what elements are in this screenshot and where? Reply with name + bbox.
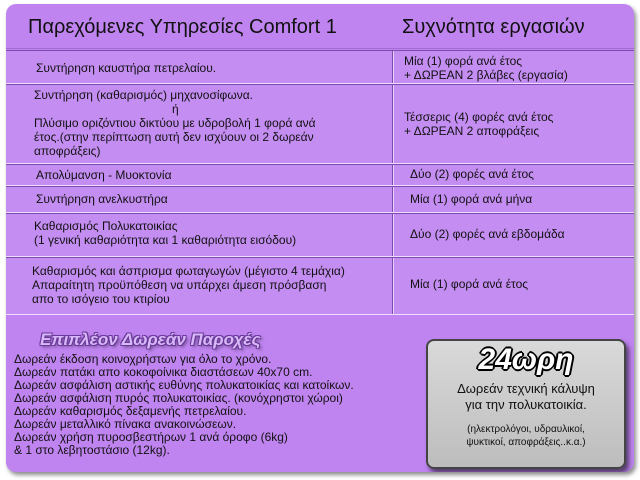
list-item: Δωρεάν ασφάλιση πυρός πολυκατοικίας. (κονόχρηστοι χώροι) xyxy=(14,391,343,405)
frequency-cell: Μία (1) φορά ανά έτος xyxy=(410,277,529,291)
badge-note-line: ψυκτικοί, αποφράξεις..κ.α.) xyxy=(466,437,586,448)
column-divider xyxy=(392,165,394,185)
services-column-title: Παρεχόμενες Υπηρεσίες Comfort 1 xyxy=(28,16,337,38)
support-badge xyxy=(426,339,626,469)
frequency-cell: Δύο (2) φορές ανά έτος xyxy=(410,167,534,181)
column-divider xyxy=(392,51,394,83)
badge-headline: 24ωρη xyxy=(478,343,574,376)
badge-text-line: για την πολυκατοικία. xyxy=(465,397,587,412)
table-row xyxy=(6,84,634,164)
column-divider xyxy=(392,258,394,314)
table-row xyxy=(6,213,634,257)
service-cell: Καθαρισμός Πολυκατοικίας (1 γενική καθαριότητα και 1 καθαριότητα εισόδου) xyxy=(34,219,297,247)
table-row xyxy=(6,257,634,315)
badge-note-line: (ηλεκτρολόγοι, υδραυλικοί, xyxy=(467,424,585,435)
list-item: Δωρεάν ασφάλιση αστικής ευθύνης πολυκατοικίας και κατοίκων. xyxy=(14,378,354,392)
table-row xyxy=(6,164,634,186)
frequency-column-title: Συχνότητα εργασιών xyxy=(402,16,585,38)
list-item: Δωρεάν χρήση πυροσβεστήρων 1 ανά όροφο (6kg) xyxy=(14,430,288,444)
column-divider xyxy=(392,187,394,212)
table-row xyxy=(6,50,634,84)
extras-list xyxy=(14,353,354,457)
extras-section xyxy=(6,322,634,472)
list-item: Δωρεάν έκδοση κοινοχρήστων για όλο το χρόνο. xyxy=(14,352,272,366)
frequency-cell: Μία (1) φορά ανά μήνα xyxy=(410,192,533,206)
service-cell: Καθαρισμός και άσπρισμα φωταγωγών (μέγιστο 4 τεμάχια) Απαραίτητη προϋπόθεση να υπάρχει άμεση πρόσβαση απο το ισόγειο του κτιρίου xyxy=(32,264,345,306)
frequency-cell: Μία (1) φορά ανά έτος + ΔΩΡΕΑΝ 2 βλάβες (εργασία) xyxy=(404,54,568,82)
list-item: Δωρεάν καθαρισμός δεξαμενής πετρελαίου. xyxy=(14,404,247,418)
column-divider xyxy=(392,214,394,256)
frequency-cell: Δύο (2) φορές ανά εβδομάδα xyxy=(410,227,565,241)
service-cell: Συντήρηση (καθαρισμός) μηχανοσίφωνα. ή Πλύσιμο οριζόντιου δικτύου με υδροβολή 1 φορά ανά έτος.(στην περίπτωση αυτή δεν ισχύουν οι 2 δωρεάν αποφράξεις) xyxy=(34,88,316,158)
service-cell: Συντήρηση ανελκυστήρα xyxy=(36,192,168,206)
extras-title: Επιπλέον Δωρεάν Παροχές xyxy=(40,330,261,349)
table-row xyxy=(6,186,634,213)
table-header xyxy=(6,4,634,49)
services-panel xyxy=(6,4,634,472)
list-item: Δωρεάν μεταλλικό πίνακα ανακοινώσεων. xyxy=(14,417,237,431)
column-divider xyxy=(392,85,394,163)
list-item: Δωρεάν πατάκι απο κοκοφοίνικα διαστάσεων 40x70 cm. xyxy=(14,365,313,379)
service-cell: Συντήρηση καυστήρα πετρελαίου. xyxy=(36,61,217,75)
list-item: & 1 στο λεβητοστάσιο (12kg). xyxy=(14,443,170,457)
frequency-cell: Τέσσερις (4) φορές ανά έτος + ΔΩΡΕΑΝ 2 αποφράξεις xyxy=(404,110,554,138)
service-cell: Απολύμανση - Μυοκτονία xyxy=(36,168,172,182)
badge-text-line: Δωρεάν τεχνική κάλυψη xyxy=(457,381,595,396)
